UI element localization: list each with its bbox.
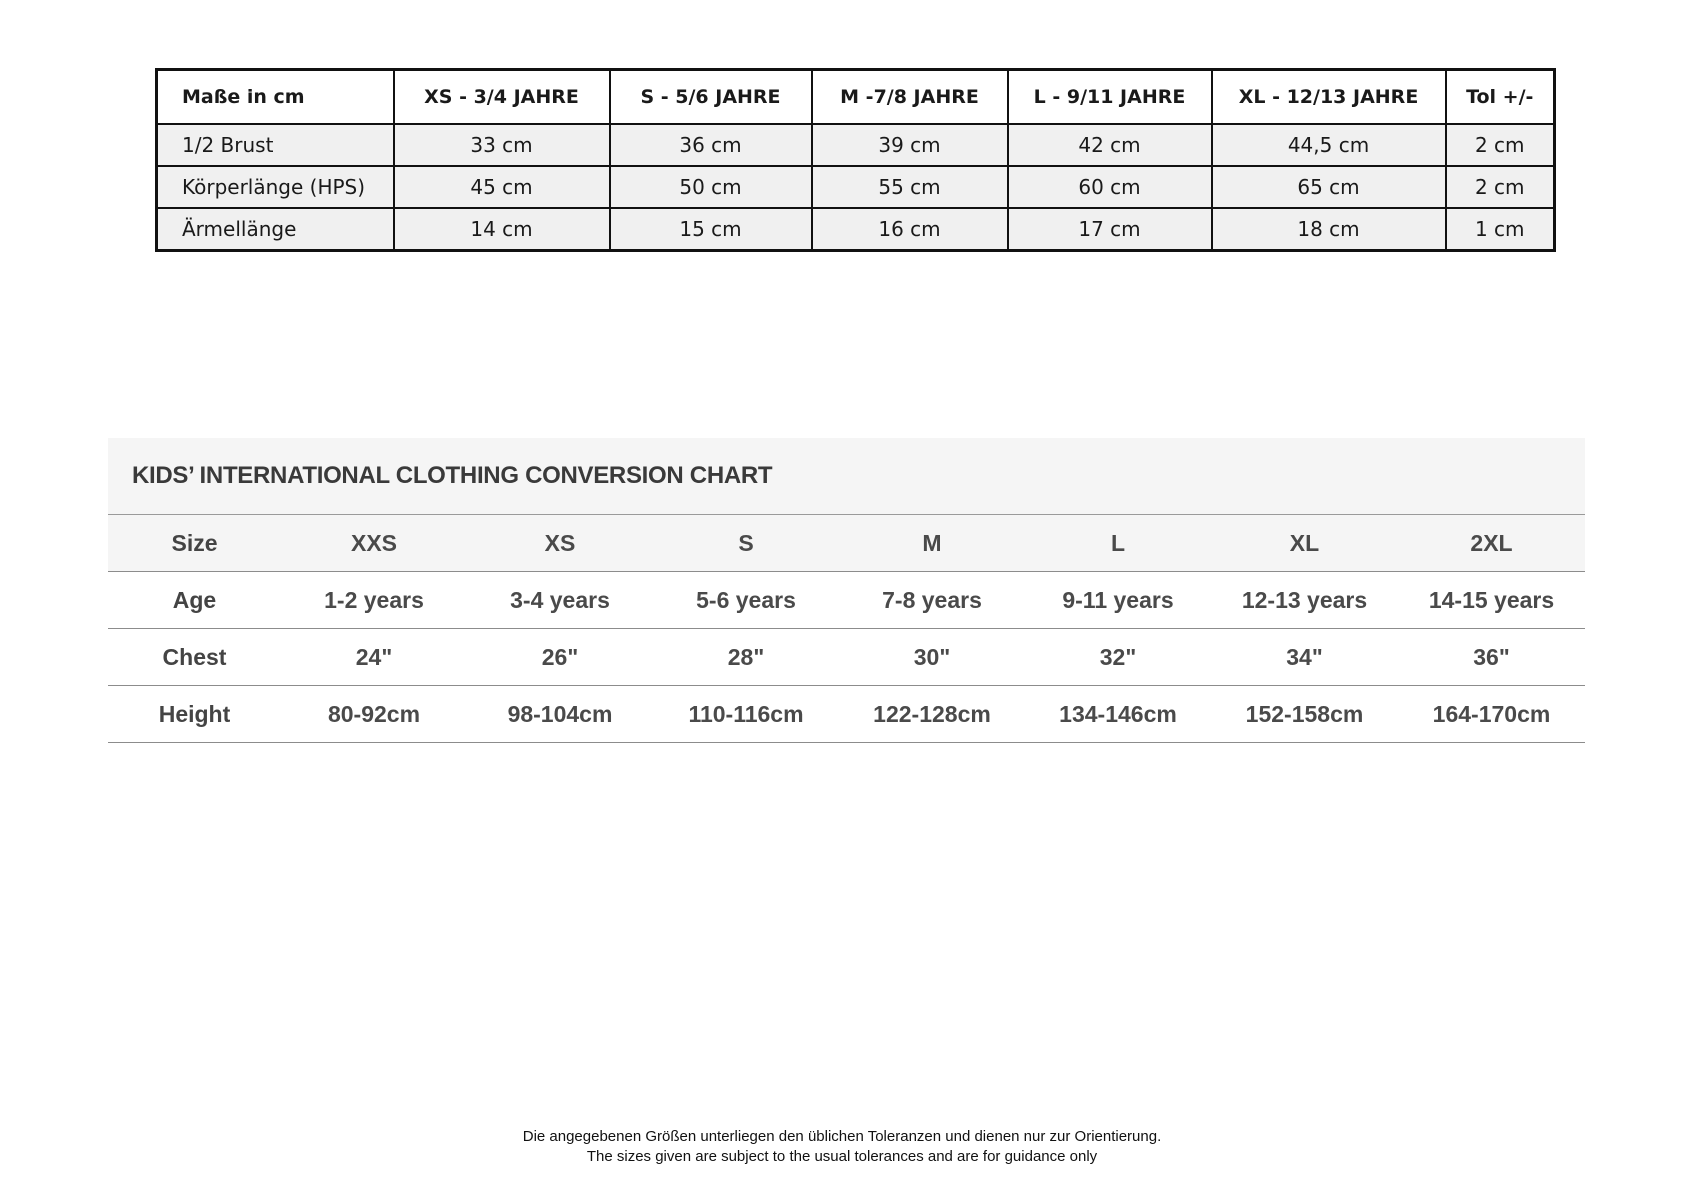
table-row — [108, 686, 1585, 743]
header-size-s: S - 5/6 JAHRE — [610, 70, 812, 125]
table-cell: 110-116cm — [653, 686, 839, 743]
table-row — [108, 572, 1585, 629]
table-cell: L — [1025, 515, 1211, 572]
table-cell: 55 cm — [812, 166, 1008, 208]
table-cell: 32" — [1025, 629, 1211, 686]
header-measures-in-cm: Maße in cm — [157, 70, 394, 125]
table-cell: 28" — [653, 629, 839, 686]
table-cell: XXS — [281, 515, 467, 572]
table-row — [108, 515, 1585, 572]
table-cell: 33 cm — [394, 124, 610, 166]
table-cell: 122-128cm — [839, 686, 1025, 743]
table-cell: 14 cm — [394, 208, 610, 251]
table-cell: 2 cm — [1446, 124, 1555, 166]
table-cell: XL — [1211, 515, 1398, 572]
table-cell: 2XL — [1398, 515, 1585, 572]
conversion-table — [108, 515, 1585, 743]
header-tolerance: Tol +/- — [1446, 70, 1555, 125]
table-row — [157, 208, 1555, 251]
row-label-body-length: Körperlänge (HPS) — [157, 166, 394, 208]
header-size-xs: XS - 3/4 JAHRE — [394, 70, 610, 125]
table-cell: 24" — [281, 629, 467, 686]
table-cell: 9-11 years — [1025, 572, 1211, 629]
table-cell: 65 cm — [1212, 166, 1446, 208]
table-cell: 164-170cm — [1398, 686, 1585, 743]
conversion-chart-header — [108, 438, 1585, 515]
table-cell: 1-2 years — [281, 572, 467, 629]
table-row — [108, 629, 1585, 686]
table-cell: XS — [467, 515, 653, 572]
table-cell: 12-13 years — [1211, 572, 1398, 629]
table-cell: 36 cm — [610, 124, 812, 166]
table-cell: M — [839, 515, 1025, 572]
table-row — [157, 166, 1555, 208]
table-cell: 30" — [839, 629, 1025, 686]
table-cell: 45 cm — [394, 166, 610, 208]
table-cell: 134-146cm — [1025, 686, 1211, 743]
row-label-age: Age — [108, 572, 281, 629]
footer-disclaimer — [0, 1127, 1684, 1167]
row-label-half-chest: 1/2 Brust — [157, 124, 394, 166]
table-cell: 16 cm — [812, 208, 1008, 251]
table-cell: 15 cm — [610, 208, 812, 251]
table-cell: 2 cm — [1446, 166, 1555, 208]
header-size-m: M -7/8 JAHRE — [812, 70, 1008, 125]
size-table-header-row — [157, 70, 1555, 125]
table-cell: 5-6 years — [653, 572, 839, 629]
table-cell: 50 cm — [610, 166, 812, 208]
table-cell: 98-104cm — [467, 686, 653, 743]
table-cell: S — [653, 515, 839, 572]
footer-line-english: The sizes given are subject to the usual tolerances and are for guidance only — [586, 1148, 1098, 1165]
header-size-l: L - 9/11 JAHRE — [1008, 70, 1212, 125]
table-cell: 7-8 years — [839, 572, 1025, 629]
table-row — [157, 124, 1555, 166]
table-cell: 39 cm — [812, 124, 1008, 166]
table-cell: 44,5 cm — [1212, 124, 1446, 166]
footer-line-german: Die angegebenen Größen unterliegen den üblichen Toleranzen und dienen nur zur Orientierung. — [522, 1128, 1162, 1145]
table-cell: 60 cm — [1008, 166, 1212, 208]
table-cell: 34" — [1211, 629, 1398, 686]
row-label-sleeve-length: Ärmellänge — [157, 208, 394, 251]
table-cell: 14-15 years — [1398, 572, 1585, 629]
table-cell: 42 cm — [1008, 124, 1212, 166]
table-cell: 3-4 years — [467, 572, 653, 629]
table-cell: 18 cm — [1212, 208, 1446, 251]
table-cell: 17 cm — [1008, 208, 1212, 251]
table-cell: 80-92cm — [281, 686, 467, 743]
table-cell: 152-158cm — [1211, 686, 1398, 743]
row-label-chest: Chest — [108, 629, 281, 686]
table-cell: 26" — [467, 629, 653, 686]
row-label-height: Height — [108, 686, 281, 743]
conversion-chart-title: KIDS’ INTERNATIONAL CLOTHING CONVERSION CHART — [132, 462, 773, 489]
size-measurement-table — [155, 68, 1556, 252]
table-cell: 1 cm — [1446, 208, 1555, 251]
header-size-xl: XL - 12/13 JAHRE — [1212, 70, 1446, 125]
conversion-chart — [108, 438, 1585, 743]
table-cell: 36" — [1398, 629, 1585, 686]
row-label-size: Size — [108, 515, 281, 572]
